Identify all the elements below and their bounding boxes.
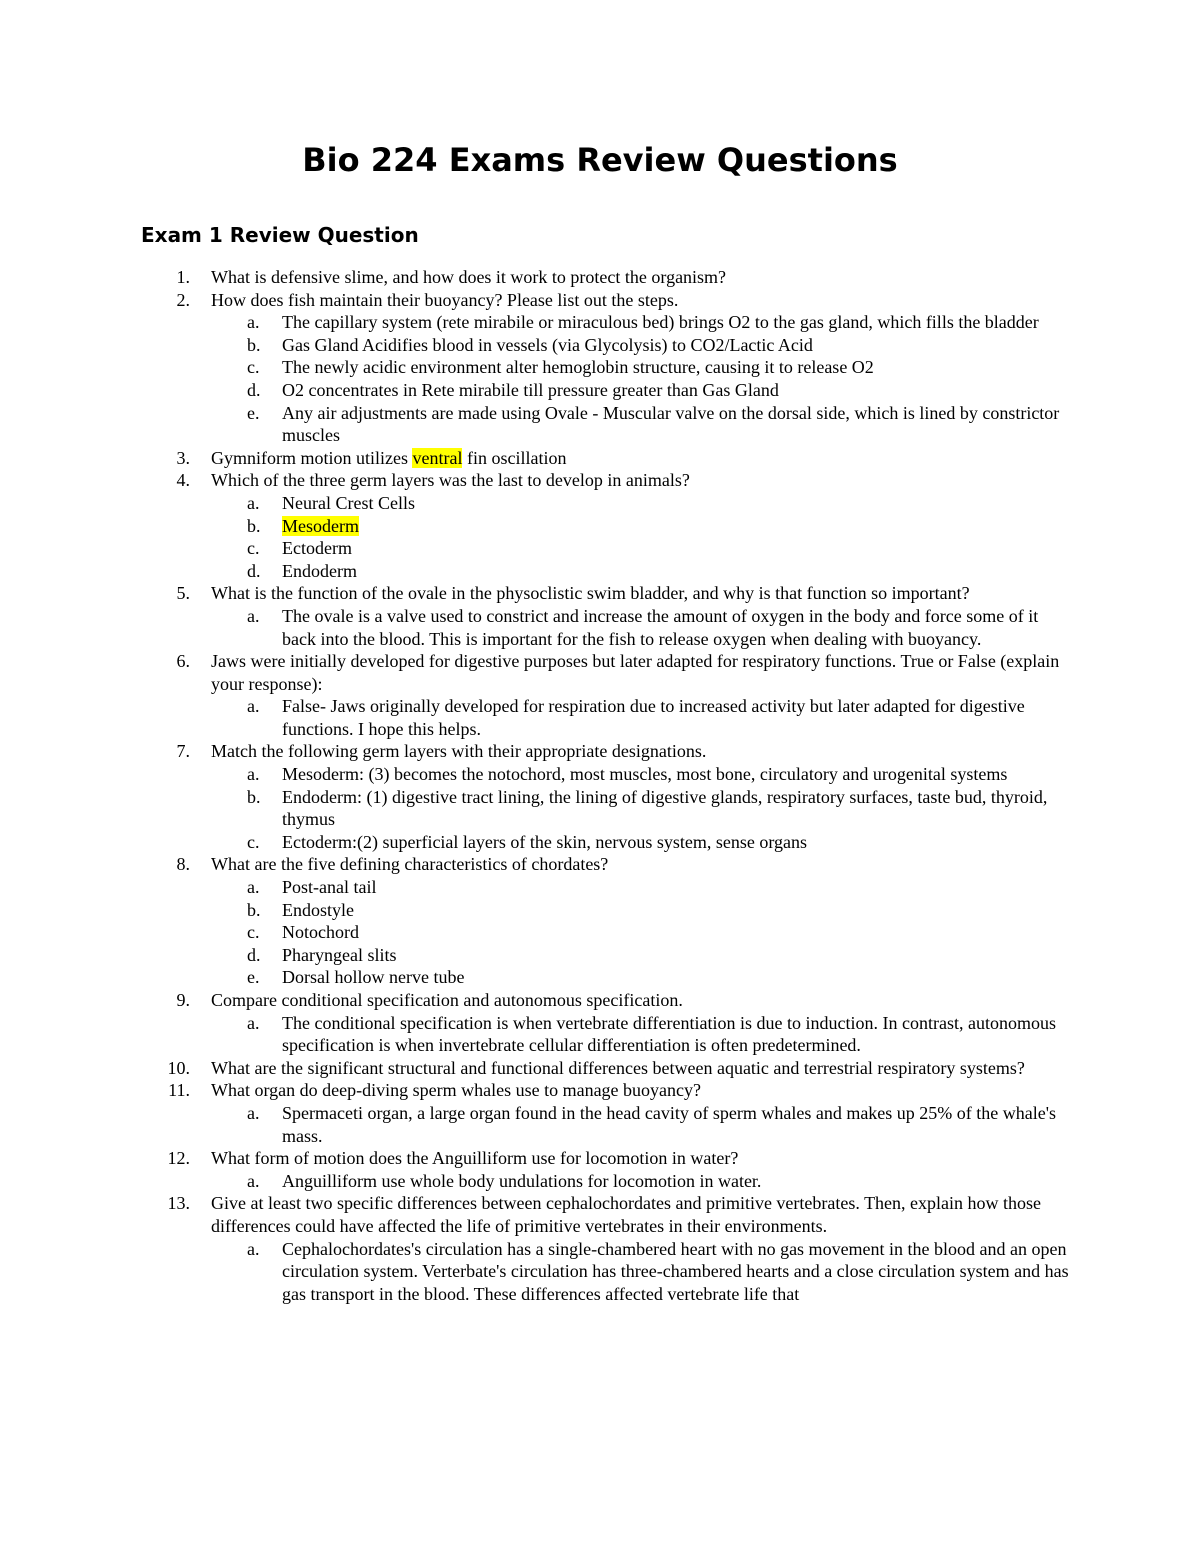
question-text	[211, 448, 566, 468]
answer-item	[211, 537, 1071, 560]
answer-item	[211, 379, 1071, 402]
answer-letter: e.	[247, 967, 260, 988]
answer-item	[211, 1012, 1071, 1057]
answer-letter: b.	[247, 334, 261, 355]
question-item	[0, 469, 1071, 582]
answer-letter: a.	[247, 492, 260, 513]
question-text: Give at least two specific differences between cephalochordates and primitive vertebrates. Then, explain how those differences could have affected the life of primitive vertebrates in their environments.	[211, 1193, 1042, 1236]
answer-item	[211, 560, 1071, 583]
answer-text: The newly acidic environment alter hemoglobin structure, causing it to release O2	[282, 357, 874, 378]
answer-text: Endostyle	[282, 899, 354, 920]
answer-item	[211, 1238, 1071, 1306]
answer-letter: a.	[247, 764, 260, 785]
answer-text: Notochord	[282, 922, 359, 943]
answer-item	[211, 311, 1071, 334]
question-number: 8.	[176, 854, 190, 875]
question-number: 2.	[176, 289, 190, 310]
answer-item	[211, 492, 1071, 515]
question-text: What is the function of the ovale in the physoclistic swim bladder, and why is that function so important?	[211, 583, 970, 604]
answer-list	[211, 1238, 1071, 1306]
answer-text: Spermaceti organ, a large organ found in the head cavity of sperm whales and makes up 25% of the whale's mass.	[282, 1102, 1057, 1146]
answer-item	[211, 899, 1071, 922]
answer-letter: a.	[247, 1012, 260, 1033]
question-item	[0, 650, 1071, 740]
answer-list	[211, 1170, 1071, 1193]
question-item	[0, 1192, 1071, 1305]
answer-text: Dorsal hollow nerve tube	[282, 967, 465, 988]
answer-item	[211, 1170, 1071, 1193]
answer-list	[211, 311, 1071, 447]
answer-text: O2 concentrates in Rete mirabile till pressure greater than Gas Gland	[282, 379, 779, 400]
answer-item	[211, 831, 1071, 854]
answer-item	[211, 786, 1071, 831]
answer-letter: d.	[247, 944, 261, 965]
answer-letter: c.	[247, 831, 260, 852]
answer-item	[211, 966, 1071, 989]
question-item	[0, 582, 1071, 650]
answer-list	[211, 605, 1071, 650]
answer-text: Endoderm	[282, 560, 357, 581]
answer-letter: a.	[247, 1102, 260, 1123]
answer-letter: b.	[247, 515, 261, 536]
answer-letter: a.	[247, 696, 260, 717]
answer-text: Anguilliform use whole body undulations for locomotion in water.	[282, 1170, 762, 1191]
question-number: 7.	[176, 741, 190, 762]
answer-text: Pharyngeal slits	[282, 944, 397, 965]
answer-item	[211, 921, 1071, 944]
highlighted-answer: ventral	[412, 447, 463, 468]
answer-text: The conditional specification is when vertebrate differentiation is due to induction. In contrast, autonomous specification is when invertebrate cellular differentiation is often predetermined.	[282, 1012, 1056, 1056]
answer-letter: a.	[247, 877, 260, 898]
answer-letter: a.	[247, 605, 260, 626]
answer-letter: c.	[247, 538, 260, 559]
question-item	[0, 447, 1071, 470]
question-list	[0, 266, 1200, 1305]
answer-letter: c.	[247, 357, 260, 378]
answer-item	[211, 944, 1071, 967]
question-text-before: Gymniform motion utilizes	[211, 447, 413, 468]
answer-letter: a.	[247, 1238, 260, 1259]
question-item	[0, 289, 1071, 447]
answer-text: The capillary system (rete mirabile or miraculous bed) brings O2 to the gas gland, which fills the bladder	[282, 312, 1039, 333]
answer-letter: a.	[247, 312, 260, 333]
question-text: Compare conditional specification and autonomous specification.	[211, 990, 683, 1010]
question-text: What are the five defining characteristics of chordates?	[211, 854, 609, 875]
answer-list	[211, 492, 1071, 582]
question-item	[0, 1147, 1071, 1192]
answer-text: Cephalochordates's circulation has a single-chambered heart with no gas movement in the blood and an open circulation system. Verterbate's circulation has three-chambered hearts and a close circulation system and has gas transport in the blood. These differences affected vertebrate life that	[282, 1238, 1069, 1304]
answer-item	[211, 1102, 1071, 1147]
question-text-after: fin oscillation	[462, 447, 567, 468]
question-number: 11.	[168, 1080, 190, 1101]
answer-item	[211, 876, 1071, 899]
answer-letter: b.	[247, 899, 261, 920]
answer-text: Any air adjustments are made using Ovale - Muscular valve on the dorsal side, which is lined by constrictor muscles	[282, 402, 1060, 446]
question-item	[0, 740, 1071, 853]
answer-letter: d.	[247, 379, 261, 400]
question-item	[0, 1079, 1071, 1147]
answer-text: Ectoderm:(2) superficial layers of the skin, nervous system, sense organs	[282, 831, 808, 852]
answer-list	[211, 695, 1071, 740]
question-number: 5.	[176, 583, 190, 604]
answer-item	[211, 515, 1071, 538]
question-text: What organ do deep-diving sperm whales use to manage buoyancy?	[211, 1080, 702, 1101]
answer-letter: e.	[247, 402, 260, 423]
answer-list	[211, 1102, 1071, 1147]
question-number: 12.	[167, 1148, 190, 1169]
question-text: What is defensive slime, and how does it work to protect the organism?	[211, 267, 727, 287]
answer-item	[211, 695, 1071, 740]
answer-text: False- Jaws originally developed for respiration due to increased activity but later adapted for digestive functions. I hope this helps.	[282, 696, 1025, 739]
answer-text: Post-anal tail	[282, 877, 377, 898]
answer-item	[211, 334, 1071, 357]
answer-item	[211, 356, 1071, 379]
question-number: 4.	[176, 470, 190, 491]
question-number: 6.	[176, 651, 190, 672]
answer-item	[211, 763, 1071, 786]
answer-text: Ectoderm	[282, 538, 352, 559]
question-number: 9.	[176, 990, 190, 1010]
answer-list	[211, 876, 1071, 989]
question-item	[0, 1057, 1071, 1080]
question-text: What form of motion does the Anguilliform use for locomotion in water?	[211, 1148, 739, 1169]
section-heading: Exam 1 Review Question	[141, 223, 419, 247]
question-item	[0, 853, 1071, 989]
answer-item	[211, 402, 1071, 447]
question-number: 1.	[176, 267, 190, 287]
question-item	[0, 989, 1071, 1057]
question-number: 13.	[167, 1193, 190, 1214]
answer-text: Neural Crest Cells	[282, 492, 415, 513]
question-item	[0, 266, 1071, 289]
answer-list	[211, 1012, 1071, 1057]
answer-text: Mesoderm: (3) becomes the notochord, most muscles, most bone, circulatory and urogenital systems	[282, 764, 1008, 785]
highlighted-answer: Mesoderm	[282, 515, 359, 536]
question-text: How does fish maintain their buoyancy? Please list out the steps.	[211, 289, 679, 310]
question-text: Jaws were initially developed for digestive purposes but later adapted for respiratory functions. True or False (explain your response):	[211, 651, 1060, 694]
answer-item	[211, 605, 1071, 650]
answer-letter: d.	[247, 560, 261, 581]
answer-list	[211, 763, 1071, 853]
question-text: Match the following germ layers with their appropriate designations.	[211, 741, 707, 762]
answer-letter: a.	[247, 1170, 260, 1191]
question-number: 10.	[167, 1057, 190, 1078]
answer-letter: c.	[247, 922, 260, 943]
question-text: What are the significant structural and functional differences between aquatic and terrestrial respiratory systems?	[211, 1057, 1025, 1078]
answer-text: Gas Gland Acidifies blood in vessels (via Glycolysis) to CO2/Lactic Acid	[282, 334, 813, 355]
answer-text: The ovale is a valve used to constrict and increase the amount of oxygen in the body and force some of it back into the blood. This is important for the fish to release oxygen when dealing with buoyancy.	[282, 605, 1039, 649]
document-title: Bio 224 Exams Review Questions	[302, 141, 898, 179]
question-text: Which of the three germ layers was the last to develop in animals?	[211, 470, 690, 491]
answer-text: Endoderm: (1) digestive tract lining, the lining of digestive glands, respiratory surfaces, taste bud, thyroid, thymus	[282, 786, 1048, 830]
question-number: 3.	[176, 447, 190, 468]
answer-letter: b.	[247, 786, 261, 807]
